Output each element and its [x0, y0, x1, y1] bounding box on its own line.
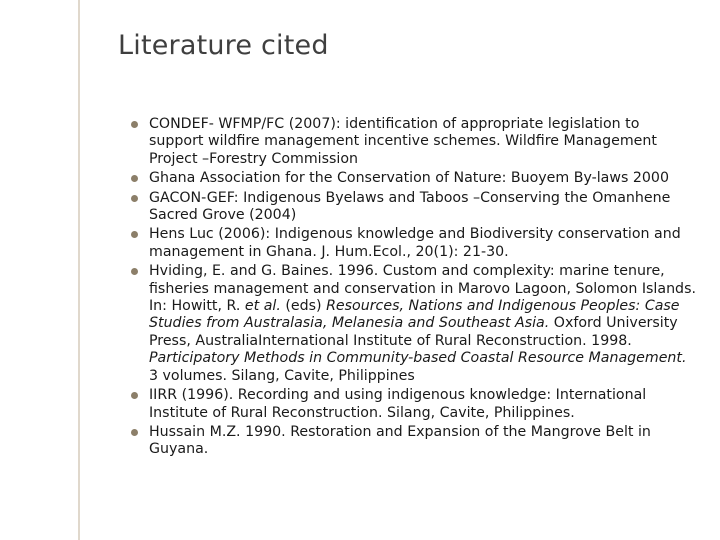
left-decorative-rule [78, 0, 80, 540]
reference-item [128, 263, 698, 385]
reference-text: Oxford University Press, AustraliaInternational Institute of Rural Reconstruction. 1998. [149, 315, 678, 349]
slide-title: Literature cited [118, 30, 329, 61]
reference-item [128, 387, 698, 422]
reference-item [128, 170, 698, 187]
bullet-icon [131, 231, 138, 238]
bullet-icon [131, 429, 138, 436]
reference-text: Hens Luc (2006): Indigenous knowledge and Biodiversity conservation and management in Ghana. J. Hum.Ecol., 20(1): 21-30. [149, 226, 681, 260]
reference-text: Hussain M.Z. 1990. Restoration and Expansion of the Mangrove Belt in Guyana. [149, 423, 651, 458]
reference-italic-text: et al. [244, 298, 281, 315]
reference-text: CONDEF- WFMP/FC (2007): identification of appropriate legislation to support wildfire management incentive schemes. Wildfire Management Project –Forestry Commission [149, 116, 657, 167]
reference-text: Ghana Association for the Conservation of Nature: Buoyem By-laws 2000 [149, 170, 669, 187]
reference-text: GACON-GEF: Indigenous Byelaws and Taboos –Conserving the Omanhene Sacred Grove (2004) [149, 189, 671, 224]
reference-item [128, 116, 698, 168]
reference-italic-text: Resources, Nations and Indigenous Peoples: Case Studies from Australasia, Melanesia and Southeast Asia. [149, 298, 680, 332]
bullet-icon [131, 121, 138, 128]
reference-text: 3 volumes. Silang, Cavite, Philippines [149, 367, 415, 384]
bullet-icon [131, 268, 138, 275]
reference-text: Hviding, E. and G. Baines. 1996. Custom and complexity: marine tenure, fisheries management and conservation in Marovo Lagoon, Solomon Islands. In: Howitt, R. [149, 263, 696, 315]
reference-italic-text: Participatory Methods in Community-based Coastal Resource Management. [149, 350, 687, 367]
reference-item [128, 424, 698, 459]
reference-item [128, 226, 698, 261]
bullet-icon [131, 175, 138, 182]
reference-text: (eds) [280, 298, 327, 315]
bullet-icon [131, 392, 138, 399]
reference-item [128, 190, 698, 225]
reference-list [128, 116, 698, 461]
reference-text: IIRR (1996). Recording and using indigenous knowledge: International Institute of Rural Reconstruction. Silang, Cavite, Philippines. [149, 387, 647, 421]
bullet-icon [131, 195, 138, 202]
